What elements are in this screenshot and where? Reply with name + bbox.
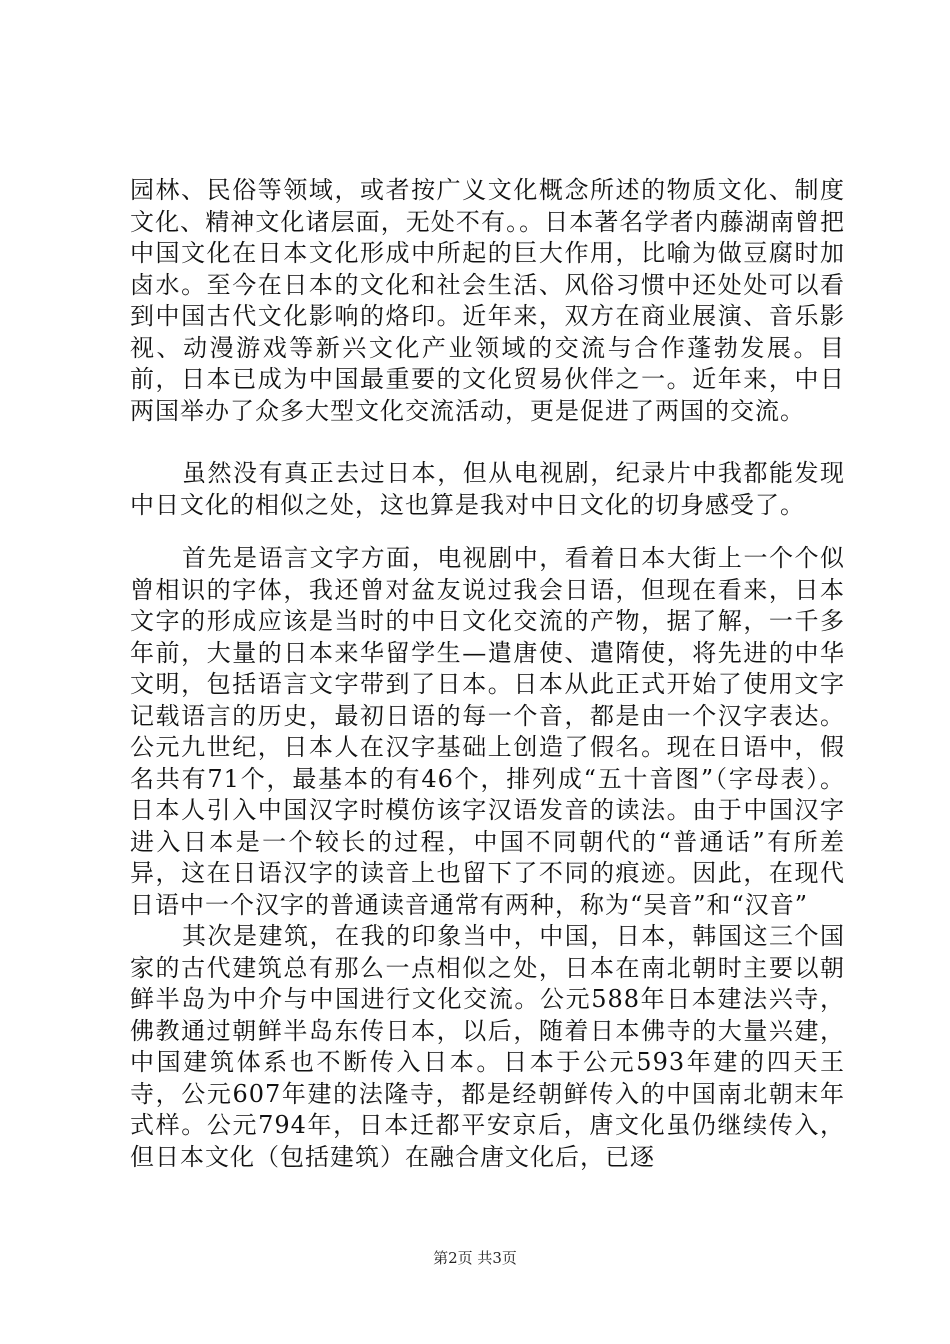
paragraph-architecture: 其次是建筑，在我的印象当中，中国，日本，韩国这三个国家的古代建筑总有那么一点相似之处，日本在南北朝时主要以朝鲜半岛为中介与中国进行文化交流。公元588年日本建法兴寺，佛教通过朝鲜半岛东传日本，以后，随着日本佛寺的大量兴建，中国建筑体系也不断传入日本。日本于公元593年建的四天王寺，公元607年建的法隆寺，都是经朝鲜传入的中国南北朝末年式样。公元794年，日本迁都平安京后，唐文化虽仍继续传入，但日本文化（包括建筑）在融合唐文化后，已逐 (130, 922, 845, 1171)
paragraph-personal-impression: 虽然没有真正去过日本，但从电视剧，纪录片中我都能发现中日文化的相似之处，这也算是我对中日文化的切身感受了。 (130, 459, 845, 519)
page-number-footer: 第2页 共3页 (433, 1249, 517, 1267)
paragraph-culture-influence: 园林、民俗等领域，或者按广义文化概念所述的物质文化、制度文化、精神文化诸层面，无处不有。。日本著名学者内藤湖南曾把中国文化在日本文化形成中所起的巨大作用，比喻为做豆腐时加卤水。至今在日本的文化和社会生活、风俗习惯中还处处可以看到中国古代文化影响的烙印。近年来，双方在商业展演、音乐影视、动漫游戏等新兴文化产业领域的交流与合作蓬勃发展。目前，日本已成为中国最重要的文化贸易伙伴之一。近年来，中日两国举办了众多大型文化交流活动，更是促进了两国的交流。 (130, 176, 845, 425)
paragraph-language-writing: 首先是语言文字方面，电视剧中，看着日本大街上一个个似曾相识的字体，我还曾对盆友说过我会日语，但现在看来，日本文字的形成应该是当时的中日文化交流的产物，据了解，一千多年前，大量的日本来华留学生—遣唐使、遣隋使，将先进的中华文明，包括语言文字带到了日本。日本从此正式开始了使用文字记载语言的历史，最初日语的每一个音，都是由一个汉字表达。公元九世纪，日本人在汉字基础上创造了假名。现在日语中，假名共有71个，最基本的有46个，排列成“五十音图”（字母表）。日本人引入中国汉字时模仿该字汉语发音的读法。由于中国汉字进入日本是一个较长的过程，中国不同朝代的“普通话”有所差异，这在日语汉字的读音上也留下了不同的痕迹。因此，在现代日语中一个汉字的普通读音通常有两种，称为“吴音”和“汉音” (130, 544, 845, 919)
